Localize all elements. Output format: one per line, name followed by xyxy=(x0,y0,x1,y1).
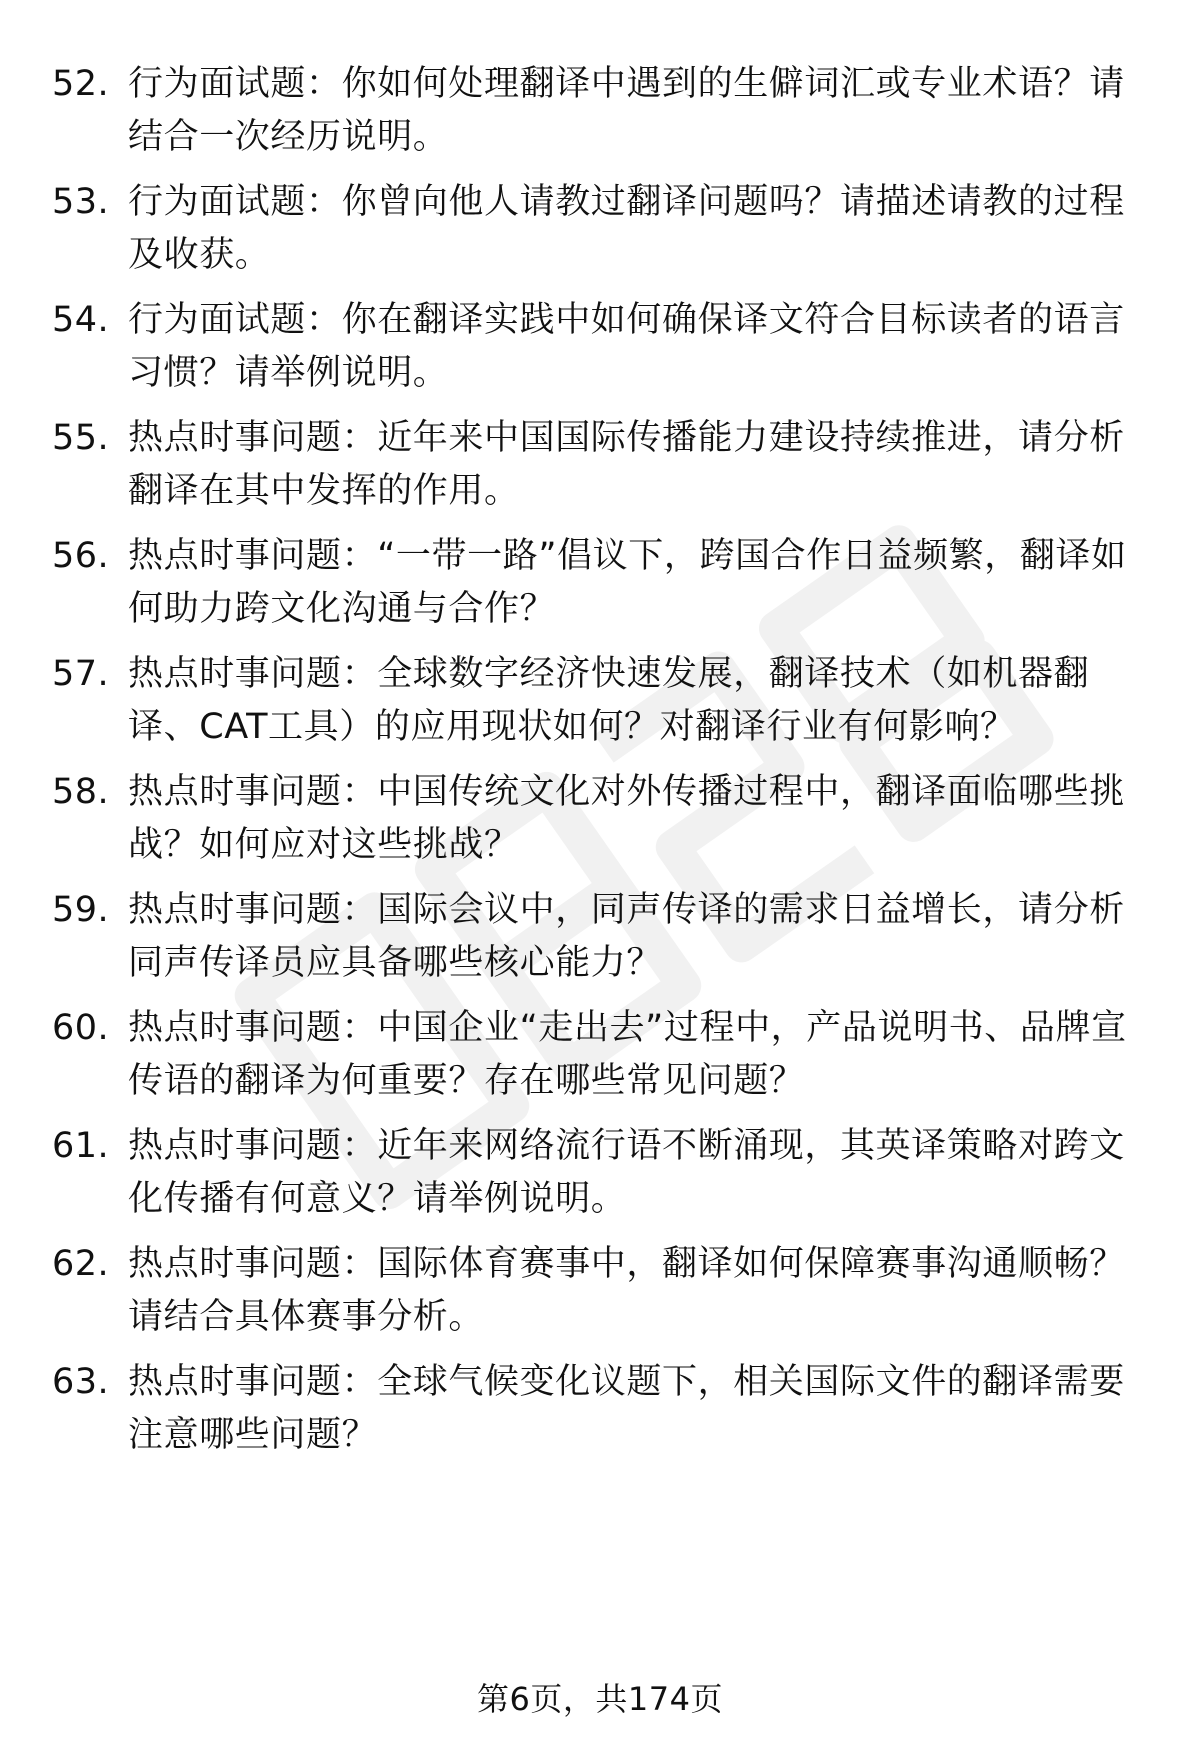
question-item xyxy=(0,294,1200,414)
question-item xyxy=(0,648,1200,768)
question-item xyxy=(0,766,1200,886)
question-number: 56. xyxy=(52,536,110,576)
question-number: 58. xyxy=(52,772,110,812)
question-text: 热点时事问题：国际体育赛事中，翻译如何保障赛事沟通顺畅？请结合具体赛事分析。 xyxy=(128,1244,1125,1337)
question-item xyxy=(0,884,1200,1004)
question-text: 热点时事问题：近年来网络流行语不断涌现，其英译策略对跨文化传播有何意义？请举例说明。 xyxy=(128,1126,1125,1219)
question-item xyxy=(0,1356,1200,1476)
question-item xyxy=(0,58,1200,178)
question-text: 热点时事问题：全球数字经济快速发展，翻译技术（如机器翻译、CAT工具）的应用现状如何？对翻译行业有何影响？ xyxy=(128,654,1090,747)
question-text: 热点时事问题：近年来中国国际传播能力建设持续推进，请分析翻译在其中发挥的作用。 xyxy=(128,418,1125,511)
question-item xyxy=(0,530,1200,650)
question-text: 热点时事问题：中国传统文化对外传播过程中，翻译面临哪些挑战？如何应对这些挑战？ xyxy=(128,772,1125,865)
page-number-footer: 第6页，共174页 xyxy=(477,1680,723,1718)
question-item xyxy=(0,1120,1200,1240)
question-text: 行为面试题：你曾向他人请教过翻译问题吗？请描述请教的过程及收获。 xyxy=(128,182,1125,275)
question-number: 54. xyxy=(52,300,110,340)
question-text: 行为面试题：你如何处理翻译中遇到的生僻词汇或专业术语？请结合一次经历说明。 xyxy=(128,64,1125,157)
question-item xyxy=(0,412,1200,532)
question-number: 55. xyxy=(52,418,110,458)
question-item xyxy=(0,176,1200,296)
question-number: 53. xyxy=(52,182,110,222)
question-number: 59. xyxy=(52,890,110,930)
question-text: 热点时事问题：中国企业“走出去”过程中，产品说明书、品牌宣传语的翻译为何重要？存在哪些常见问题？ xyxy=(128,1008,1127,1101)
question-item xyxy=(0,1002,1200,1122)
question-number: 62. xyxy=(52,1244,110,1284)
question-number: 61. xyxy=(52,1126,110,1166)
question-number: 60. xyxy=(52,1008,110,1048)
question-item xyxy=(0,1238,1200,1358)
question-number: 52. xyxy=(52,64,110,104)
question-text: 热点时事问题：“一带一路”倡议下，跨国合作日益频繁，翻译如何助力跨文化沟通与合作？ xyxy=(128,536,1127,629)
question-text: 热点时事问题：国际会议中，同声传译的需求日益增长，请分析同声传译员应具备哪些核心能力？ xyxy=(128,890,1125,983)
question-text: 行为面试题：你在翻译实践中如何确保译文符合目标读者的语言习惯？请举例说明。 xyxy=(128,300,1125,393)
question-number: 57. xyxy=(52,654,110,694)
question-text: 热点时事问题：全球气候变化议题下，相关国际文件的翻译需要注意哪些问题？ xyxy=(128,1362,1125,1455)
question-number: 63. xyxy=(52,1362,110,1402)
